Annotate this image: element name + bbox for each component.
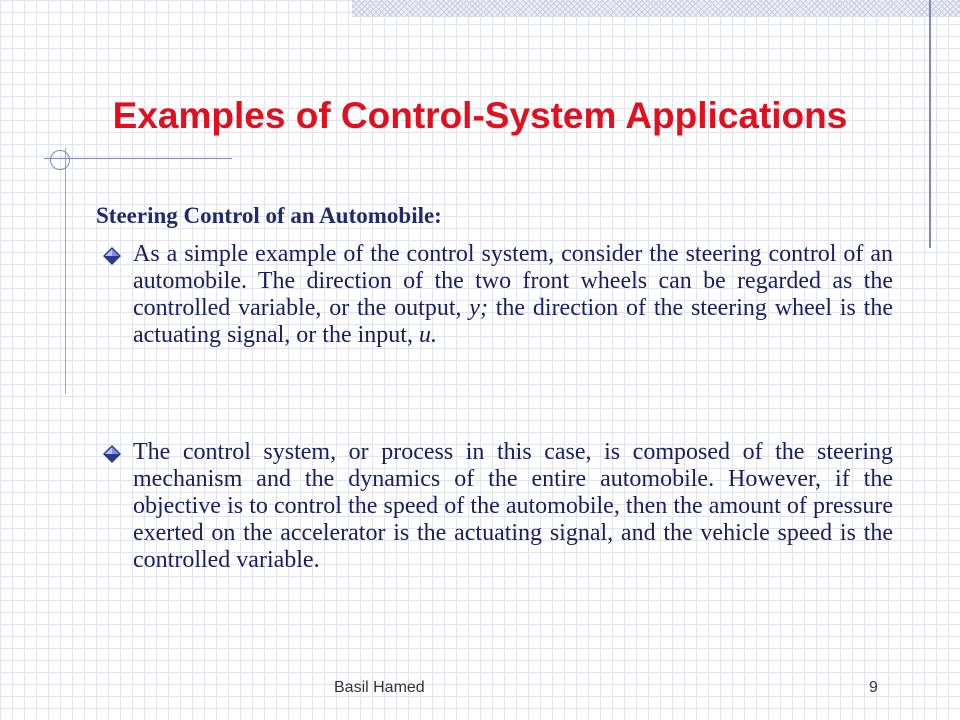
variable-y: y; — [469, 294, 488, 321]
slide-subtitle: Steering Control of an Automobile: — [96, 203, 442, 228]
bullet-text: The control system, or process in this case, is composed of the steering mechanism and the dynamics of the entire automobile. However, if the objective is to control the speed of the automobile, then the amount of pressure exerted on the accelerator is the actuating signal, and the vehicle speed is the controlled variable. — [133, 439, 893, 573]
bullet-text — [133, 241, 893, 349]
bullet-text-part: the direction of the steering wheel is the actuating signal, or the input, — [133, 294, 893, 348]
variable-u: u. — [418, 321, 437, 348]
footer-author: Basil Hamed — [334, 679, 425, 696]
decorative-left-rule — [65, 148, 66, 394]
diamond-bullet-icon — [103, 247, 121, 265]
page-number: 9 — [869, 679, 878, 696]
title-underline-rule — [44, 158, 232, 159]
decorative-top-band — [352, 0, 960, 17]
slide-title: Examples of Control-System Applications — [112, 95, 848, 136]
bullet-item — [103, 241, 893, 349]
bullet-item — [103, 439, 893, 573]
bullet-text-part: As a simple example of the control system, consider the steering control of an automobile. The direction of the two front wheels can be regarded as the controlled variable, or the output, — [133, 241, 893, 321]
circle-ornament — [50, 150, 70, 170]
diamond-bullet-icon — [103, 445, 121, 463]
